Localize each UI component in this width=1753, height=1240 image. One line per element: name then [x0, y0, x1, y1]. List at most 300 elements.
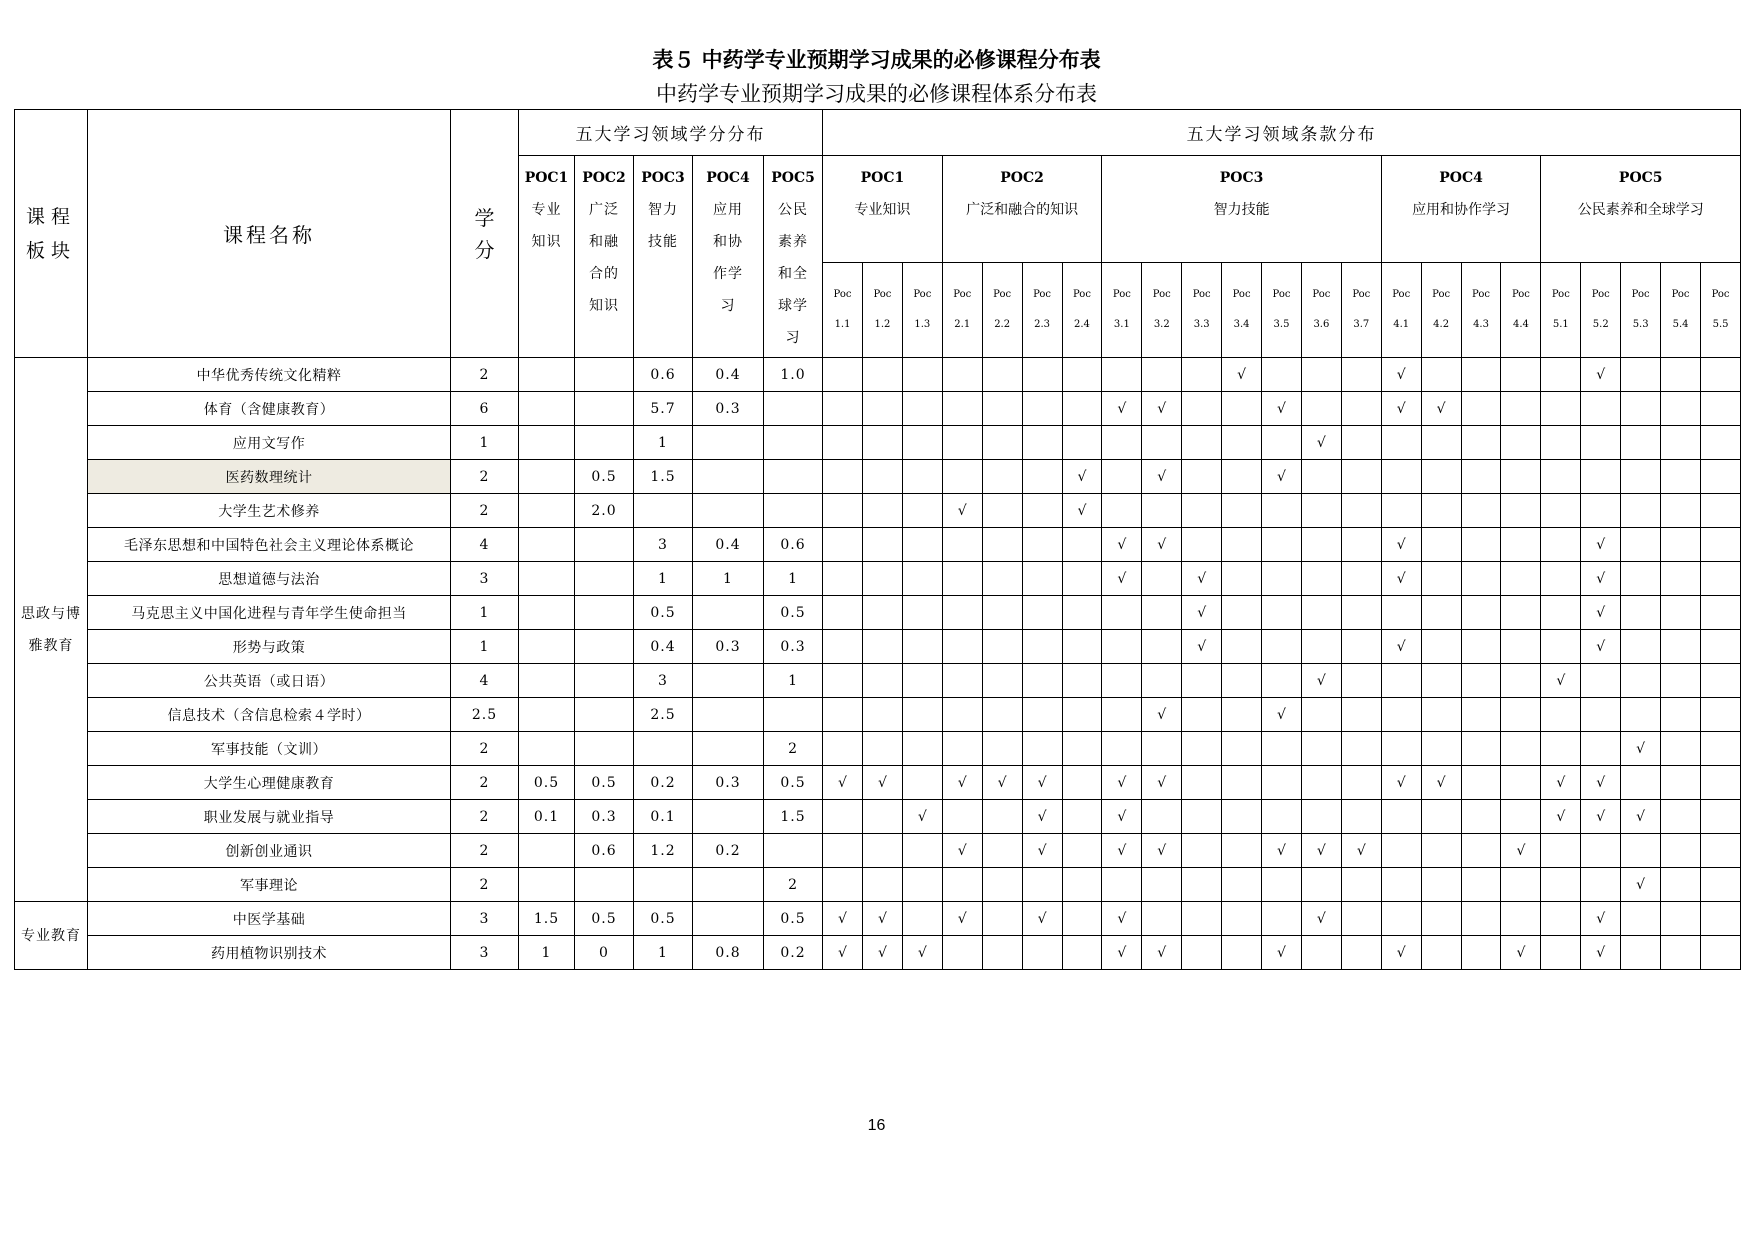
clause-check-cell [1661, 664, 1701, 698]
clause-check-cell [1461, 596, 1501, 630]
poc-label: 智力技能 [648, 202, 678, 250]
poc-credit-cell: 1 [634, 936, 693, 970]
clause-check-cell [1421, 834, 1461, 868]
clause-check-cell [1461, 460, 1501, 494]
poc-sub-number: 4.1 [1393, 319, 1410, 330]
table-row [15, 562, 1741, 596]
poc-credit-cell: 1 [519, 936, 575, 970]
poc-sub-number: 2.4 [1074, 319, 1090, 330]
clause-check-cell: √ [942, 902, 982, 936]
course-credit: 2 [451, 800, 519, 834]
clause-check-cell [982, 868, 1022, 902]
clause-check-cell: √ [1182, 630, 1222, 664]
course-credit: 2 [451, 494, 519, 528]
poc-credit-cell: 0.5 [634, 596, 693, 630]
clause-check-cell [823, 358, 863, 392]
clause-check-cell [862, 664, 902, 698]
clause-check-cell [902, 426, 942, 460]
header-poc-sub [1701, 263, 1741, 358]
header-clause-distribution: 五大学习领域条款分布 [823, 110, 1741, 156]
course-name: 药用植物识别技术 [88, 936, 451, 970]
clause-check-cell [1182, 902, 1222, 936]
clause-check-cell [1661, 766, 1701, 800]
clause-check-cell [823, 596, 863, 630]
clause-check-cell [1701, 358, 1741, 392]
poc-credit-cell [575, 596, 634, 630]
clause-check-cell [1381, 460, 1421, 494]
clause-check-cell [823, 460, 863, 494]
clause-check-cell [1022, 460, 1062, 494]
poc-sub-number: 3.1 [1113, 319, 1130, 330]
header-course-name: 课程名称 [88, 110, 451, 358]
clause-check-cell: √ [942, 834, 982, 868]
poc-credit-cell: 1 [693, 562, 764, 596]
clause-check-cell [1142, 800, 1182, 834]
clause-check-cell [1701, 834, 1741, 868]
clause-check-cell [1581, 460, 1621, 494]
course-name: 职业发展与就业指导 [88, 800, 451, 834]
clause-check-cell [1701, 562, 1741, 596]
poc-credit-cell: 0 [575, 936, 634, 970]
clause-check-cell [1182, 494, 1222, 528]
clause-check-cell [1461, 528, 1501, 562]
clause-check-cell [1461, 664, 1501, 698]
clause-check-cell [1182, 392, 1222, 426]
clause-check-cell [1102, 460, 1142, 494]
clause-check-cell [1182, 358, 1222, 392]
clause-check-cell [1581, 664, 1621, 698]
poc-sub-number: 5.2 [1592, 319, 1609, 330]
clause-check-cell [1541, 562, 1581, 596]
clause-check-cell [1461, 698, 1501, 732]
course-credit: 2 [451, 732, 519, 766]
clause-check-cell [823, 392, 863, 426]
clause-check-cell [1381, 800, 1421, 834]
clause-check-cell: √ [862, 902, 902, 936]
poc-credit-cell: 0.5 [575, 766, 634, 800]
clause-check-cell: √ [1142, 834, 1182, 868]
poc-credit-cell: 0.6 [764, 528, 823, 562]
poc-credit-cell: 0.6 [575, 834, 634, 868]
poc-sub-prefix: Poc [1591, 289, 1610, 300]
clause-check-cell: √ [1142, 936, 1182, 970]
poc-sub-prefix: Poc [833, 289, 852, 300]
clause-check-cell [1421, 936, 1461, 970]
clause-check-cell [942, 528, 982, 562]
clause-check-cell [862, 698, 902, 732]
poc-credit-cell: 2 [764, 868, 823, 902]
clause-check-cell [1062, 732, 1102, 766]
clause-check-cell [1062, 392, 1102, 426]
clause-check-cell [1062, 834, 1102, 868]
clause-check-cell: √ [1621, 732, 1661, 766]
poc-credit-cell: 0.3 [575, 800, 634, 834]
clause-check-cell [1182, 868, 1222, 902]
poc-sub-number: 4.4 [1512, 319, 1529, 330]
clause-check-cell [823, 630, 863, 664]
poc-credit-cell [519, 834, 575, 868]
clause-check-cell [942, 392, 982, 426]
clause-check-cell [1621, 766, 1661, 800]
clause-check-cell [1022, 664, 1062, 698]
clause-check-cell [1541, 732, 1581, 766]
course-credit: 2 [451, 460, 519, 494]
clause-check-cell [1381, 698, 1421, 732]
poc-sub-prefix: Poc [1432, 289, 1451, 300]
poc-credit-cell: 0.5 [575, 460, 634, 494]
poc-credit-cell [519, 392, 575, 426]
course-name: 医药数理统计 [88, 460, 451, 494]
clause-check-cell [1621, 596, 1661, 630]
clause-check-cell [1501, 800, 1541, 834]
clause-check-cell [1541, 426, 1581, 460]
poc-credit-cell: 0.5 [575, 902, 634, 936]
clause-check-cell [1341, 902, 1381, 936]
poc-credit-cell [519, 732, 575, 766]
poc-credit-cell: 1.0 [764, 358, 823, 392]
clause-check-cell [1581, 698, 1621, 732]
clause-check-cell [1621, 834, 1661, 868]
clause-check-cell [1262, 664, 1302, 698]
clause-group-label: 公民素养和全球学习 [1577, 202, 1704, 218]
poc-sub-prefix: Poc [1152, 289, 1171, 300]
clause-check-cell [1182, 426, 1222, 460]
clause-check-cell [1661, 902, 1701, 936]
clause-check-cell [1301, 936, 1341, 970]
clause-check-cell [1301, 766, 1341, 800]
clause-check-cell [1341, 936, 1381, 970]
clause-check-cell [1222, 630, 1262, 664]
table-row [15, 936, 1741, 970]
poc-credit-cell: 0.4 [634, 630, 693, 664]
poc-sub-prefix: Poc [1472, 289, 1490, 300]
clause-check-cell [862, 494, 902, 528]
poc-sub-number: 3.3 [1193, 319, 1210, 330]
clause-check-cell [1541, 630, 1581, 664]
clause-check-cell [1541, 528, 1581, 562]
clause-check-cell [1501, 596, 1541, 630]
clause-check-cell [1022, 868, 1062, 902]
poc-credit-cell: 1.5 [764, 800, 823, 834]
clause-check-cell [1461, 766, 1501, 800]
clause-check-cell [1341, 562, 1381, 596]
clause-check-cell [1621, 902, 1661, 936]
clause-check-cell: √ [1541, 800, 1581, 834]
clause-check-cell [1301, 460, 1341, 494]
course-credit: 2 [451, 358, 519, 392]
clause-check-cell: √ [1381, 766, 1421, 800]
clause-check-cell: √ [1102, 766, 1142, 800]
clause-check-cell [1621, 426, 1661, 460]
clause-check-cell [1421, 528, 1461, 562]
course-credit: 1 [451, 630, 519, 664]
poc-credit-cell [764, 392, 823, 426]
clause-check-cell [1222, 834, 1262, 868]
poc-code: POC4 [706, 170, 750, 186]
clause-check-cell [862, 732, 902, 766]
clause-check-cell [1621, 630, 1661, 664]
clause-check-cell [1062, 426, 1102, 460]
clause-check-cell [1661, 358, 1701, 392]
clause-check-cell [1621, 494, 1661, 528]
course-name: 军事技能（文训） [88, 732, 451, 766]
clause-check-cell [1341, 732, 1381, 766]
clause-check-cell [942, 868, 982, 902]
clause-check-cell: √ [862, 936, 902, 970]
clause-check-cell: √ [1581, 936, 1621, 970]
clause-check-cell [1381, 596, 1421, 630]
clause-check-cell [942, 800, 982, 834]
poc-sub-prefix: Poc [1272, 289, 1291, 300]
clause-check-cell: √ [1262, 698, 1302, 732]
table-subtitle: 中药学专业预期学习成果的必修课程体系分布表 [656, 82, 1097, 106]
poc-credit-cell: 2.5 [634, 698, 693, 732]
clause-group-code: POC3 [1219, 170, 1264, 186]
clause-check-cell [1461, 902, 1501, 936]
clause-check-cell [1222, 426, 1262, 460]
clause-check-cell [902, 766, 942, 800]
header-poc-sub [823, 263, 863, 358]
table-row [15, 834, 1741, 868]
clause-check-cell [982, 698, 1022, 732]
poc-credit-cell: 0.8 [693, 936, 764, 970]
table-row [15, 630, 1741, 664]
clause-check-cell [1142, 494, 1182, 528]
clause-check-cell: √ [1301, 902, 1341, 936]
header-credit: 学分 [451, 110, 519, 358]
poc-sub-prefix: Poc [1352, 289, 1371, 300]
course-name: 公共英语（或日语） [88, 664, 451, 698]
clause-check-cell [1102, 596, 1142, 630]
clause-check-cell [823, 732, 863, 766]
clause-check-cell [902, 630, 942, 664]
poc-credit-cell [693, 732, 764, 766]
course-name: 应用文写作 [88, 426, 451, 460]
clause-check-cell [1701, 494, 1741, 528]
clause-check-cell [1301, 698, 1341, 732]
clause-check-cell [1501, 630, 1541, 664]
course-name: 大学生艺术修养 [88, 494, 451, 528]
clause-check-cell [1421, 868, 1461, 902]
poc-credit-cell: 3 [634, 664, 693, 698]
clause-check-cell [1421, 494, 1461, 528]
poc-credit-cell: 0.3 [693, 766, 764, 800]
clause-check-cell [1661, 392, 1701, 426]
poc-sub-prefix: Poc [913, 289, 932, 300]
header-poc-sub [1301, 263, 1341, 358]
clause-check-cell [1421, 596, 1461, 630]
clause-check-cell [1661, 494, 1701, 528]
clause-check-cell [1062, 902, 1102, 936]
clause-check-cell [1301, 732, 1341, 766]
course-credit: 1 [451, 596, 519, 630]
poc-label: 专业知识 [531, 202, 562, 250]
clause-check-cell [1621, 562, 1661, 596]
clause-check-cell [1142, 426, 1182, 460]
clause-check-cell [1701, 902, 1741, 936]
clause-check-cell [1262, 800, 1302, 834]
poc-credit-cell: 0.3 [764, 630, 823, 664]
poc-sub-number: 4.3 [1473, 319, 1489, 330]
clause-check-cell [1301, 562, 1341, 596]
clause-check-cell [1541, 358, 1581, 392]
poc-label: 广泛和融合的知识 [589, 202, 619, 314]
clause-check-cell [1581, 732, 1621, 766]
clause-check-cell [1461, 834, 1501, 868]
poc-credit-cell: 5.7 [634, 392, 693, 426]
clause-check-cell [862, 392, 902, 426]
poc-credit-cell [575, 358, 634, 392]
clause-check-cell [1142, 732, 1182, 766]
clause-check-cell [1501, 358, 1541, 392]
clause-check-cell [1102, 494, 1142, 528]
course-credit: 3 [451, 936, 519, 970]
clause-check-cell [1022, 426, 1062, 460]
clause-check-cell [1262, 494, 1302, 528]
poc-sub-prefix: Poc [1671, 289, 1690, 300]
course-credit: 4 [451, 664, 519, 698]
clause-check-cell [1301, 800, 1341, 834]
course-name: 形势与政策 [88, 630, 451, 664]
clause-check-cell [902, 834, 942, 868]
clause-check-cell [823, 528, 863, 562]
clause-check-cell [1541, 392, 1581, 426]
poc-credit-cell [575, 426, 634, 460]
clause-check-cell [1222, 460, 1262, 494]
clause-check-cell: √ [1581, 766, 1621, 800]
clause-check-cell [1022, 698, 1062, 732]
clause-check-cell [902, 732, 942, 766]
clause-check-cell [982, 392, 1022, 426]
poc-sub-number: 3.6 [1313, 319, 1330, 330]
clause-check-cell [1461, 392, 1501, 426]
clause-check-cell: √ [1142, 766, 1182, 800]
clause-check-cell: √ [1581, 562, 1621, 596]
clause-check-cell [862, 426, 902, 460]
clause-check-cell [1501, 392, 1541, 426]
clause-check-cell [1461, 494, 1501, 528]
poc-credit-cell [575, 562, 634, 596]
clause-check-cell: √ [1581, 528, 1621, 562]
clause-check-cell [1541, 596, 1581, 630]
clause-check-cell [1142, 902, 1182, 936]
clause-check-cell: √ [942, 494, 982, 528]
clause-group-code: POC4 [1439, 170, 1483, 186]
poc-sub-number: 5.4 [1672, 319, 1689, 330]
poc-credit-cell [693, 698, 764, 732]
clause-check-cell [1461, 358, 1501, 392]
clause-check-cell [1421, 358, 1461, 392]
clause-check-cell: √ [1022, 766, 1062, 800]
clause-check-cell [1501, 528, 1541, 562]
header-poc-sub [1581, 263, 1621, 358]
poc-sub-prefix: Poc [1711, 289, 1730, 300]
course-name: 中医学基础 [88, 902, 451, 936]
clause-check-cell [982, 630, 1022, 664]
poc-sub-prefix: Poc [1511, 289, 1530, 300]
header-poc-sub [1341, 263, 1381, 358]
clause-check-cell [1621, 528, 1661, 562]
poc-credit-cell: 1 [764, 562, 823, 596]
clause-check-cell: √ [1102, 800, 1142, 834]
header-poc-sub [942, 263, 982, 358]
clause-check-cell [1701, 936, 1741, 970]
clause-check-cell [1381, 834, 1421, 868]
clause-check-cell [1262, 596, 1302, 630]
table-row [15, 868, 1741, 902]
clause-check-cell [1341, 426, 1381, 460]
clause-check-cell: √ [1262, 936, 1302, 970]
course-name: 体育（含健康教育） [88, 392, 451, 426]
clause-check-cell [1062, 698, 1102, 732]
clause-check-cell [1262, 766, 1302, 800]
page-number: 16 [867, 1117, 886, 1134]
clause-check-cell [1501, 460, 1541, 494]
clause-check-cell: √ [1022, 834, 1062, 868]
clause-check-cell [1661, 630, 1701, 664]
poc-code: POC2 [582, 170, 626, 186]
clause-check-cell [1222, 936, 1262, 970]
poc-sub-number: 3.7 [1353, 319, 1370, 330]
clause-check-cell [982, 902, 1022, 936]
table-row [15, 392, 1741, 426]
header-poc-sub [1022, 263, 1062, 358]
clause-check-cell [1501, 732, 1541, 766]
clause-check-cell [1581, 868, 1621, 902]
clause-check-cell [1102, 664, 1142, 698]
clause-check-cell [1581, 392, 1621, 426]
clause-check-cell [1222, 596, 1262, 630]
poc-credit-cell: 0.6 [634, 358, 693, 392]
table-row [15, 426, 1741, 460]
course-name: 思想道德与法治 [88, 562, 451, 596]
clause-group-label: 智力技能 [1213, 202, 1270, 218]
header-poc-sub [982, 263, 1022, 358]
clause-check-cell [902, 664, 942, 698]
poc-credit-cell [693, 460, 764, 494]
clause-check-cell [1421, 426, 1461, 460]
clause-check-cell [1701, 630, 1741, 664]
clause-check-cell: √ [942, 766, 982, 800]
clause-check-cell [1262, 562, 1302, 596]
clause-check-cell: √ [1381, 358, 1421, 392]
poc-label: 应用和协作学习 [713, 202, 743, 314]
clause-check-cell [1381, 868, 1421, 902]
clause-check-cell: √ [1102, 562, 1142, 596]
clause-check-cell: √ [982, 766, 1022, 800]
clause-check-cell: √ [823, 936, 863, 970]
poc-sub-prefix: Poc [1232, 289, 1251, 300]
clause-check-cell [1182, 936, 1222, 970]
poc-credit-cell [575, 664, 634, 698]
poc-credit-cell [693, 426, 764, 460]
poc-credit-cell [575, 392, 634, 426]
poc-code: POC1 [524, 170, 569, 186]
poc-credit-cell [764, 698, 823, 732]
clause-check-cell [1182, 528, 1222, 562]
clause-check-cell [1661, 426, 1701, 460]
course-credit: 3 [451, 902, 519, 936]
clause-check-cell: √ [1301, 834, 1341, 868]
clause-check-cell [942, 732, 982, 766]
clause-check-cell [1301, 358, 1341, 392]
clause-check-cell [1541, 698, 1581, 732]
clause-check-cell: √ [862, 766, 902, 800]
clause-check-cell [1142, 358, 1182, 392]
clause-check-cell [823, 494, 863, 528]
poc-sub-number: 2.3 [1034, 319, 1050, 330]
poc-credit-cell: 0.5 [764, 902, 823, 936]
